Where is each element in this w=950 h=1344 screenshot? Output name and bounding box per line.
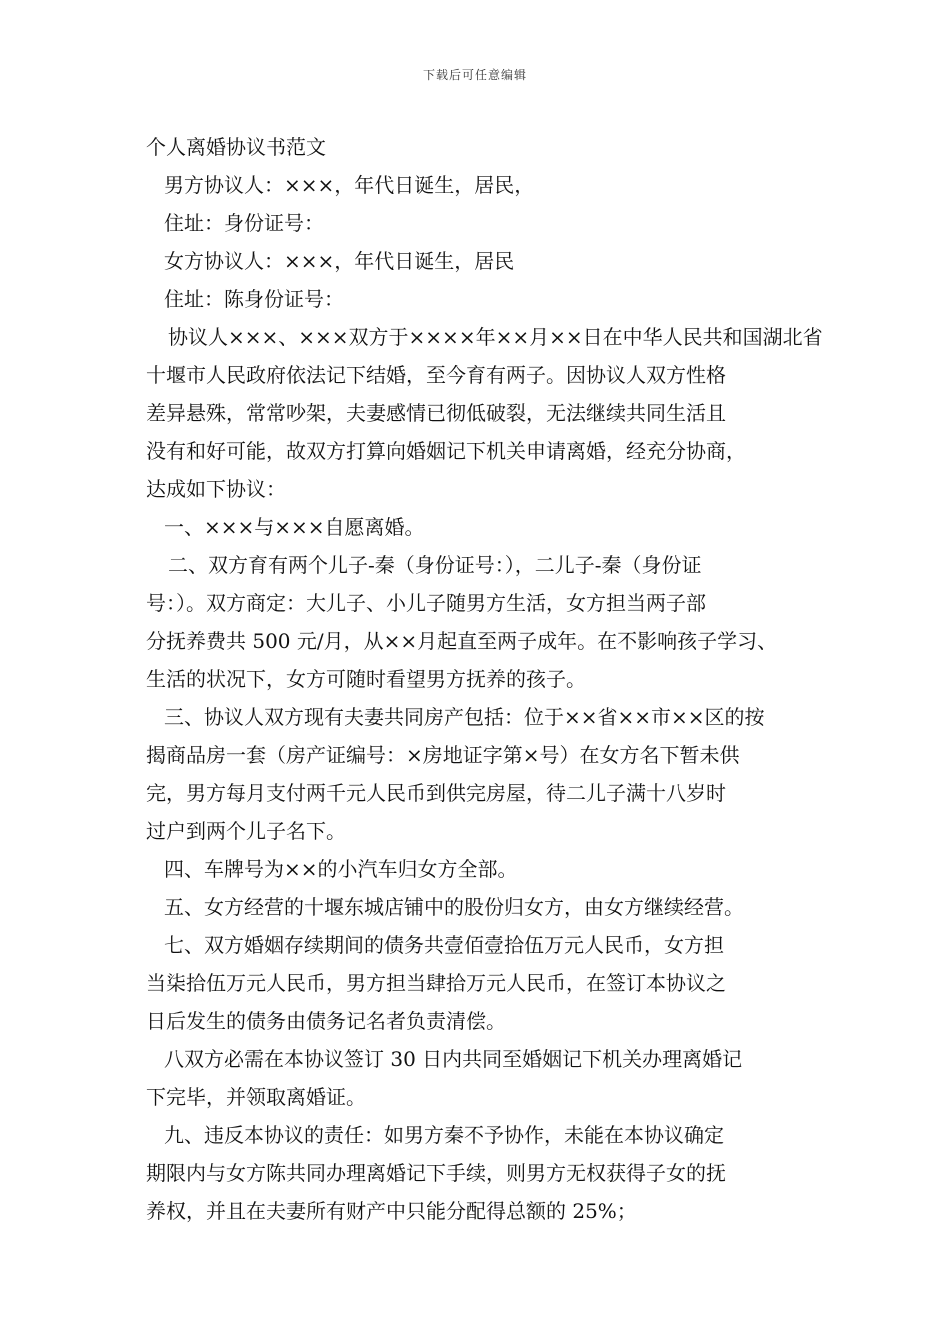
clause-7 (146, 926, 826, 1040)
clause-8 (146, 1040, 826, 1116)
female-address-line: 住址：陈身份证号： (164, 287, 344, 311)
document-title: 个人离婚协议书范文 (146, 135, 326, 159)
paragraph-line: 八双方必需在本协议签订 30 日内共同至婚姻记下机关办理离婚记 (164, 1047, 743, 1071)
clause-5: 五、女方经营的十堰东城店铺中的股份归女方，由女方继续经营。 (164, 895, 744, 919)
male-address-line: 住址：身份证号： (164, 211, 324, 235)
paragraph-line: 十堰市人民政府依法记下结婚，至今育有两子。因协议人双方性格 (146, 363, 726, 387)
paragraph-line: 当柒拾伍万元人民币，男方担当肆拾万元人民币，在签订本协议之 (146, 971, 726, 995)
paragraph-line: 期限内与女方陈共同办理离婚记下手续，则男方无权获得子女的抚 (146, 1161, 726, 1185)
paragraph-line: 生活的状况下，女方可随时看望男方抚养的孩子。 (146, 667, 586, 691)
clause-2 (146, 546, 826, 698)
clause-4: 四、车牌号为××的小汽车归女方全部。 (164, 857, 518, 881)
page-header: 下载后可任意编辑 (422, 68, 527, 82)
paragraph-line: 九、违反本协议的责任：如男方秦不予协作，未能在本协议确定 (164, 1123, 724, 1147)
paragraph-line: 二、双方育有两个儿子-秦（身份证号：），二儿子-秦（身份证 (168, 553, 702, 577)
paragraph-line: 号：）。双方商定：大儿子、小儿子随男方生活，女方担当两子部 (146, 591, 706, 615)
paragraph-line: 没有和好可能，故双方打算向婚姻记下机关申请离婚，经充分协商， (146, 439, 746, 463)
paragraph-line: 养权，并且在夫妻所有财产中只能分配得总额的 25%； (146, 1199, 637, 1223)
paragraph-line: 分抚养费共 500 元/月，从××月起直至两子成年。在不影响孩子学习、 (146, 629, 778, 653)
clause-9 (146, 1116, 826, 1230)
paragraph-line: 七、双方婚姻存续期间的债务共壹佰壹拾伍万元人民币，女方担 (164, 933, 724, 957)
paragraph-line: 三、协议人双方现有夫妻共同房产包括：位于××省××市××区的按 (164, 705, 765, 729)
paragraph-line: 协议人×××、×××双方于××××年××月××日在中华人民共和国湖北省 (168, 325, 823, 349)
document-body (146, 128, 826, 1230)
paragraph-line: 差异悬殊，常常吵架，夫妻感情已彻低破裂，无法继续共同生活且 (146, 401, 726, 425)
intro-paragraph (146, 318, 826, 508)
paragraph-line: 揭商品房一套（房产证编号：×房地证字第×号）在女方名下暂未供 (146, 743, 740, 767)
paragraph-line: 过户到两个儿子名下。 (146, 819, 346, 843)
male-party-line: 男方协议人：×××，年代日诞生，居民， (164, 173, 535, 197)
paragraph-line: 完，男方每月支付两千元人民币到供完房屋，待二儿子满十八岁时 (146, 781, 726, 805)
paragraph-line: 日后发生的债务由债务记名者负责清偿。 (146, 1009, 506, 1033)
paragraph-line: 下完毕，并领取离婚证。 (146, 1085, 366, 1109)
clause-3 (146, 698, 826, 850)
paragraph-line: 达成如下协议： (146, 477, 286, 501)
clause-1: 一、×××与×××自愿离婚。 (164, 515, 425, 539)
female-party-line: 女方协议人：×××，年代日诞生，居民 (164, 249, 515, 273)
